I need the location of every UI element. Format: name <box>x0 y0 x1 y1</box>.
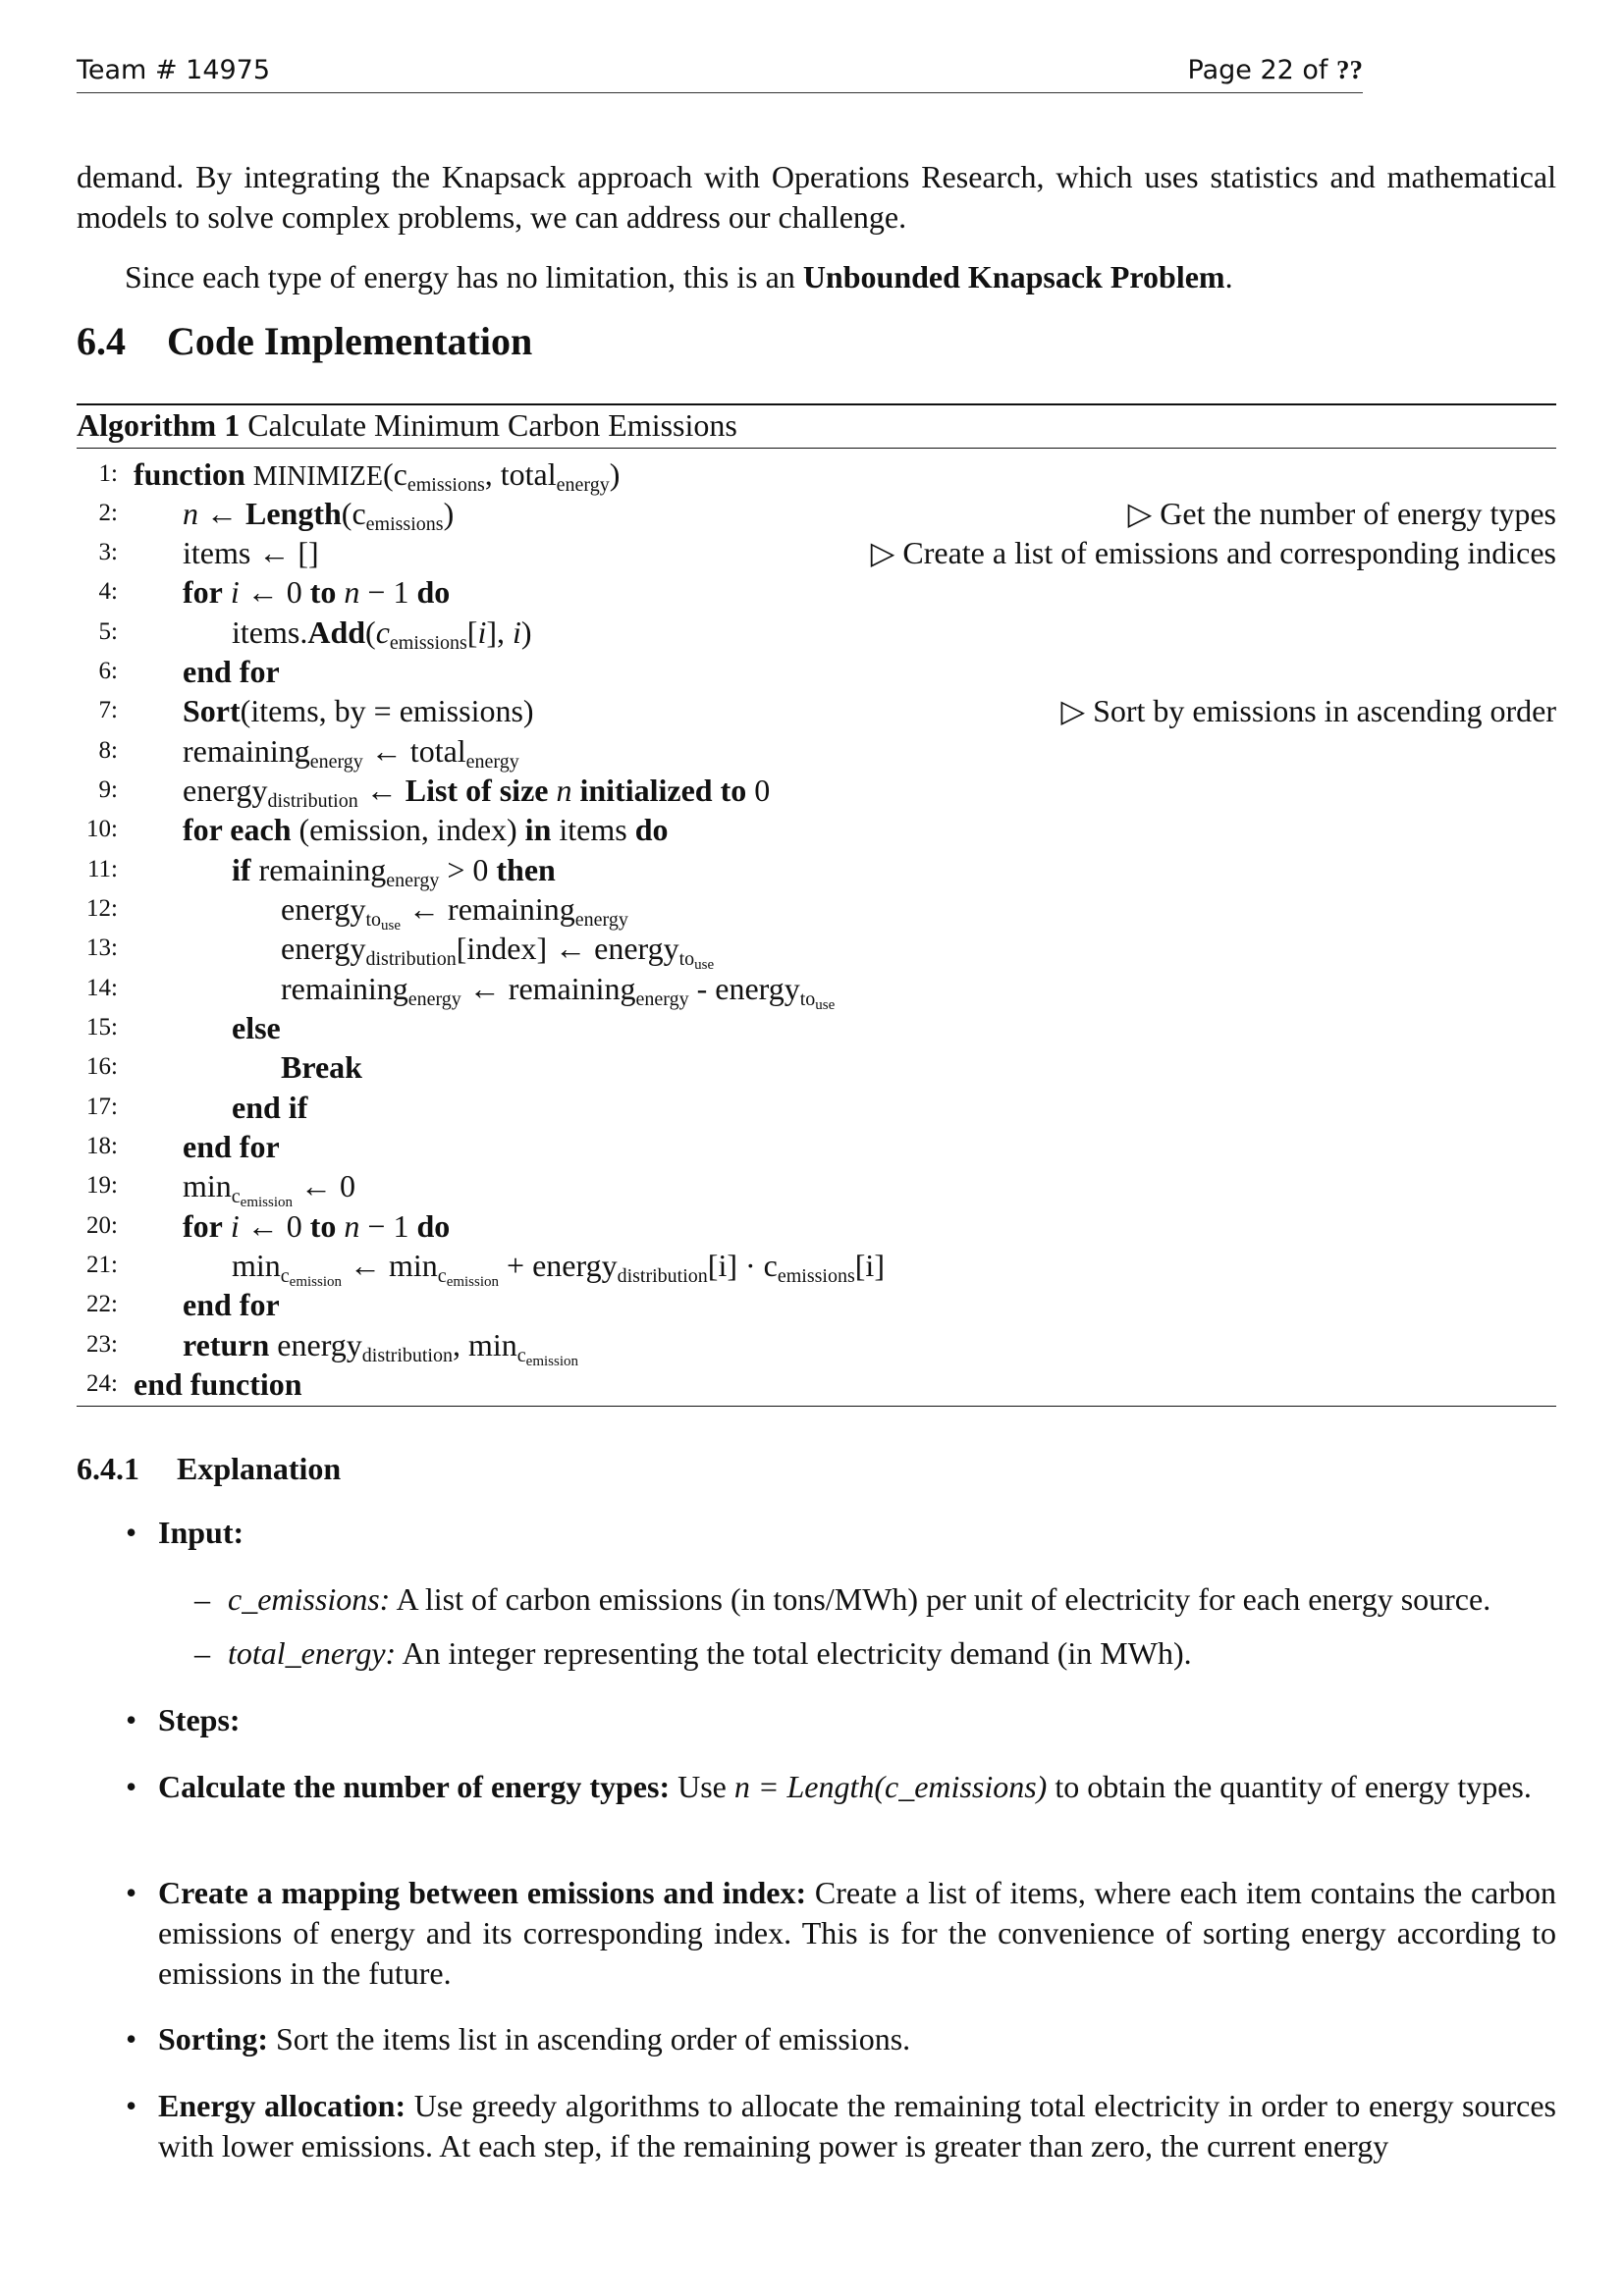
algorithm-line: 19: $\min_{c_{emission}}$ ← 0 <box>86 1168 356 1210</box>
algorithm-caption <box>77 404 737 446</box>
algorithm-title: Calculate Minimum Carbon Emissions <box>247 407 737 443</box>
list-item: • Create a mapping between emissions and index: Create a list of items, where each item contains the carbon emissions of energy and its corresponding index. This is for the convenience of sorting energy according to emissions in the future. <box>126 1875 1557 1991</box>
algorithm-line: 1: function $MINIMIZE(c_{emissions}$, total$_{energy}$) <box>98 456 621 496</box>
algorithm-line: 17: end if <box>86 1090 308 1125</box>
algorithm-line: 18: end for <box>86 1129 280 1164</box>
input-name: total_energy: <box>228 1635 397 1671</box>
algorithm-line: 6: end for <box>98 654 280 689</box>
algorithm-comment: ▷ Create a list of emissions and corresponding indices <box>870 535 1556 570</box>
algorithm-label: Algorithm 1 <box>77 407 241 443</box>
algorithm-line: 14: remaining$_{energy}$ ← remaining$_{energy}$ - energy$_{to_{use}}$ <box>86 971 836 1013</box>
algorithm-line: 2: n ← $Length(c_{emissions})$ ▷ Get the number of energy types <box>98 496 1556 535</box>
algorithm-line: 15: else <box>86 1010 281 1045</box>
subsection-heading: 6.4.1 Explanation <box>77 1451 342 1486</box>
list-item: • Sorting: Sort the items list in ascending order of emissions. <box>126 2021 911 2056</box>
algorithm-line: 22: end for <box>86 1287 280 1322</box>
page-number: Page 22 of ?? <box>1187 55 1363 85</box>
input-item: – total_energy: An integer representing the total electricity demand (in MWh). <box>194 1635 1192 1671</box>
algorithm-line: 23: return energy$_{distribution}$, $\min_{c_{emission}}$ <box>86 1327 579 1369</box>
algorithm-line: 16: Break <box>86 1049 362 1085</box>
algorithm-bottom-rule <box>77 1406 1556 1407</box>
algorithm-comment: ▷ Get the number of energy types <box>1127 496 1556 531</box>
knapsack-paragraph: Since each type of energy has no limitation, this is an Unbounded Knapsack Problem. <box>125 259 1233 294</box>
running-header <box>77 51 1363 93</box>
length-formula: n = Length(c_emissions) <box>733 1769 1048 1804</box>
algorithm-line: 20: for i ← 0 to n − 1 do <box>86 1208 451 1244</box>
page-ref: ?? <box>1336 55 1363 84</box>
intro-paragraph: demand. By integrating the Knapsack approach with Operations Research, which uses statistics and mathematical models to solve complex problems, we can address our challenge. <box>77 159 1556 235</box>
list-item: • Input: <box>126 1515 244 1550</box>
algorithm-line: 10: for each (emission, index) in items do <box>86 812 669 847</box>
input-item: – c_emissions: A list of carbon emissions (in tons/MWh) per unit of electricity for each energy source. <box>194 1581 1491 1617</box>
algorithm-line: 5: $items.Add(c_{emissions}[i]$, i) <box>98 614 532 654</box>
section-title: Code Implementation <box>167 319 533 363</box>
algorithm-line: 7: Sort(items, by = emissions) ▷ Sort by emissions in ascending order <box>98 693 1556 728</box>
algorithm-comment: ▷ Sort by emissions in ascending order <box>1060 693 1556 728</box>
list-item: • Steps: <box>126 1702 241 1737</box>
algorithm-line: 4: for i ← 0 to n − 1 do <box>98 574 451 610</box>
algorithm-line: 9: energy$_{distribution}$ ← List of size n initialized to 0 <box>98 773 771 812</box>
algorithm-line: 21: $\min_{c_{emission}}$ ← $\min_{c_{emission}}$ + energy$_{distribution}$[i] · $c_{emissions}[i]$ <box>86 1248 885 1290</box>
section-heading: 6.4 Code Implementation <box>77 319 533 363</box>
team-number: Team # 14975 <box>77 55 271 85</box>
algorithm-line: 24: end function <box>86 1366 302 1402</box>
algorithm-line: 8: remaining$_{energy}$ ← total$_{energy}$ <box>98 733 519 773</box>
algorithm-line: 3: items ← [] ▷ Create a list of emissions and corresponding indices <box>98 535 1556 570</box>
list-item: • Energy allocation: Use greedy algorithms to allocate the remaining total electricity in order to energy sources with lower emissions. At each step, if the remaining power is greater than zero, the current energy <box>126 2088 1557 2163</box>
algorithm-caption-rule <box>77 448 1556 449</box>
algorithm-line: 11: if remaining$_{energy}$ > 0 then <box>86 852 556 891</box>
algorithm-line: 13: energy$_{distribution}$[index] ← energy$_{to_{use}}$ <box>86 931 715 973</box>
unbounded-knapsack-term: Unbounded Knapsack Problem <box>802 259 1225 294</box>
input-name: c_emissions: <box>228 1581 391 1617</box>
algorithm-line: 12: energy$_{to_{use}}$ ← remaining$_{energy}$ <box>86 891 628 934</box>
list-item: • Calculate the number of energy types: Use n = Length(c_emissions) to obtain the quantity of energy types. <box>126 1769 1532 1804</box>
subsection-title: Explanation <box>177 1451 342 1486</box>
